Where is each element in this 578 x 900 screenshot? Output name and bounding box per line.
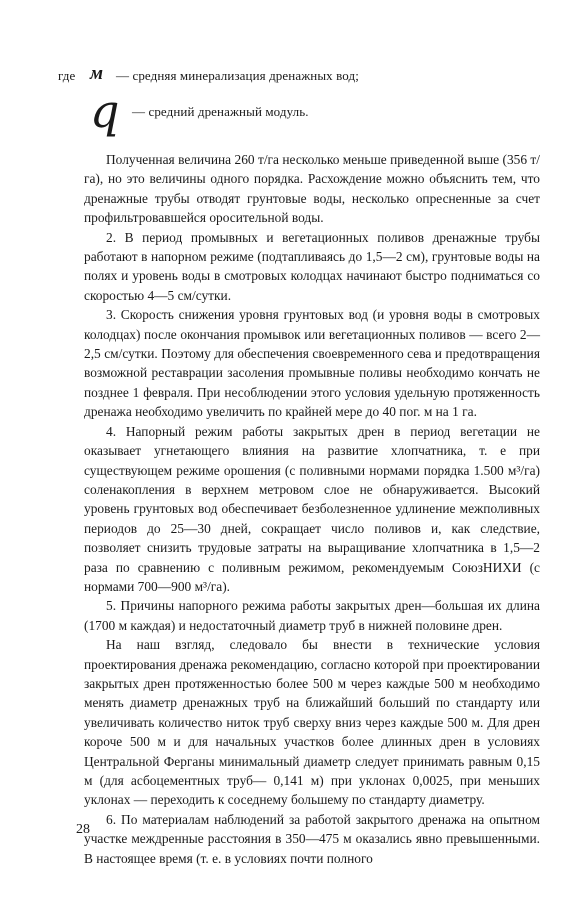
paragraph-5: 5. Причины напорного режима работы закрытых дрен—большая их длина (1700 м каждая) и недостаточный диаметр труб в нижней половине дрен. <box>84 598 540 633</box>
paragraph-6: На наш взгляд, следовало бы внести в технические условия проектирования дренажа рекомендацию, согласно которой при проектировании закрытых дрен протяженностью более 500 м через каждые 500 м необходимо менять диаметр дренажных труб на ближайший больший по стандарту или увеличивать количество ниток труб сверху вниз через каждые 500 м. Для дрен короче 500 м и для начальных участков более длинных дрен в условиях Центральной Ферганы минимальный диаметр следует принимать равным 0,15 м (для асбоцементных труб— 0,141 м) при уклонах 0,0025, при меньших уклонах — переходить к соседнему большему по стандарту диаметру. <box>84 637 540 808</box>
paragraph-7: 6. По материалам наблюдений за работой закрытого дренажа на опытном участке междренные расстояния в 350—475 м оказались явно превышенными. В настоящее время (т. е. в условиях почти полного <box>84 811 540 866</box>
definition-m-text: — средняя минерализация дренажных вод; <box>116 68 359 83</box>
paragraph-4: 4. Напорный режим работы закрытых дрен в период вегетации не оказывает угнетающего влияния на развитие хлопчатника, т. е при существующем режиме орошения (с поливными нормами порядка 1.500 м³/га) соленакопления в верхнем метровом слое не обнаруживается. Высокий уровень грунтовых вод обеспечивает безболезненное удлинение межполивных периодов до 25—30 дней, сокращает число поливов и, как следствие, позволяет снизить трудовые затраты на выращивание хлопчатника в 1,5—2 раза по сравнению с поливным режимом, рекомендуемым СоюзНИХИ (с нормами 700—900 м³/га). <box>84 423 540 594</box>
definition-q-text: — средний дренажный модуль. <box>132 104 309 119</box>
definition-q <box>58 84 538 138</box>
paragraph-3: 3. Скорость снижения уровня грунтовых вод (и уровня воды в смотровых колодцах) после окончания промывок или вегетационных поливов — всего 2—2,5 см/сутки. Поэтому для обеспечения своевременного сева и предотвращения возможной реставрации засоления промывные поливы необходимо кончать не позднее 1 февраля. При несоблюдении этого условия удельную протяженность дренажа необходимо увеличить по крайней мере до 40 пог. м на 1 га. <box>84 307 540 420</box>
formula-definitions <box>58 58 538 138</box>
definition-m <box>58 58 538 88</box>
body-text <box>84 150 540 868</box>
symbol-q: q <box>90 84 120 138</box>
paragraph-1: Полученная величина 260 т/га несколько меньше приведенной выше (356 т/га), но это величины одного порядка. Расхождение можно объяснить тем, что дренажные трубы отводят грунтовые воды, несколько опресненные за счет профильтровавшейся оросительной воды. <box>84 152 540 226</box>
definition-lead: где <box>58 68 76 83</box>
symbol-m: м <box>90 63 104 84</box>
page-number: 28 <box>76 822 90 837</box>
paragraph-2: 2. В период промывных и вегетационных поливов дренажные трубы работают в напорном режиме (подтапливаясь до 1,5—2 см), грунтовые воды на полях и уровень воды в смотровых колодцах начинают быстро подниматься со скоростью 4—5 см/сутки. <box>84 229 540 303</box>
